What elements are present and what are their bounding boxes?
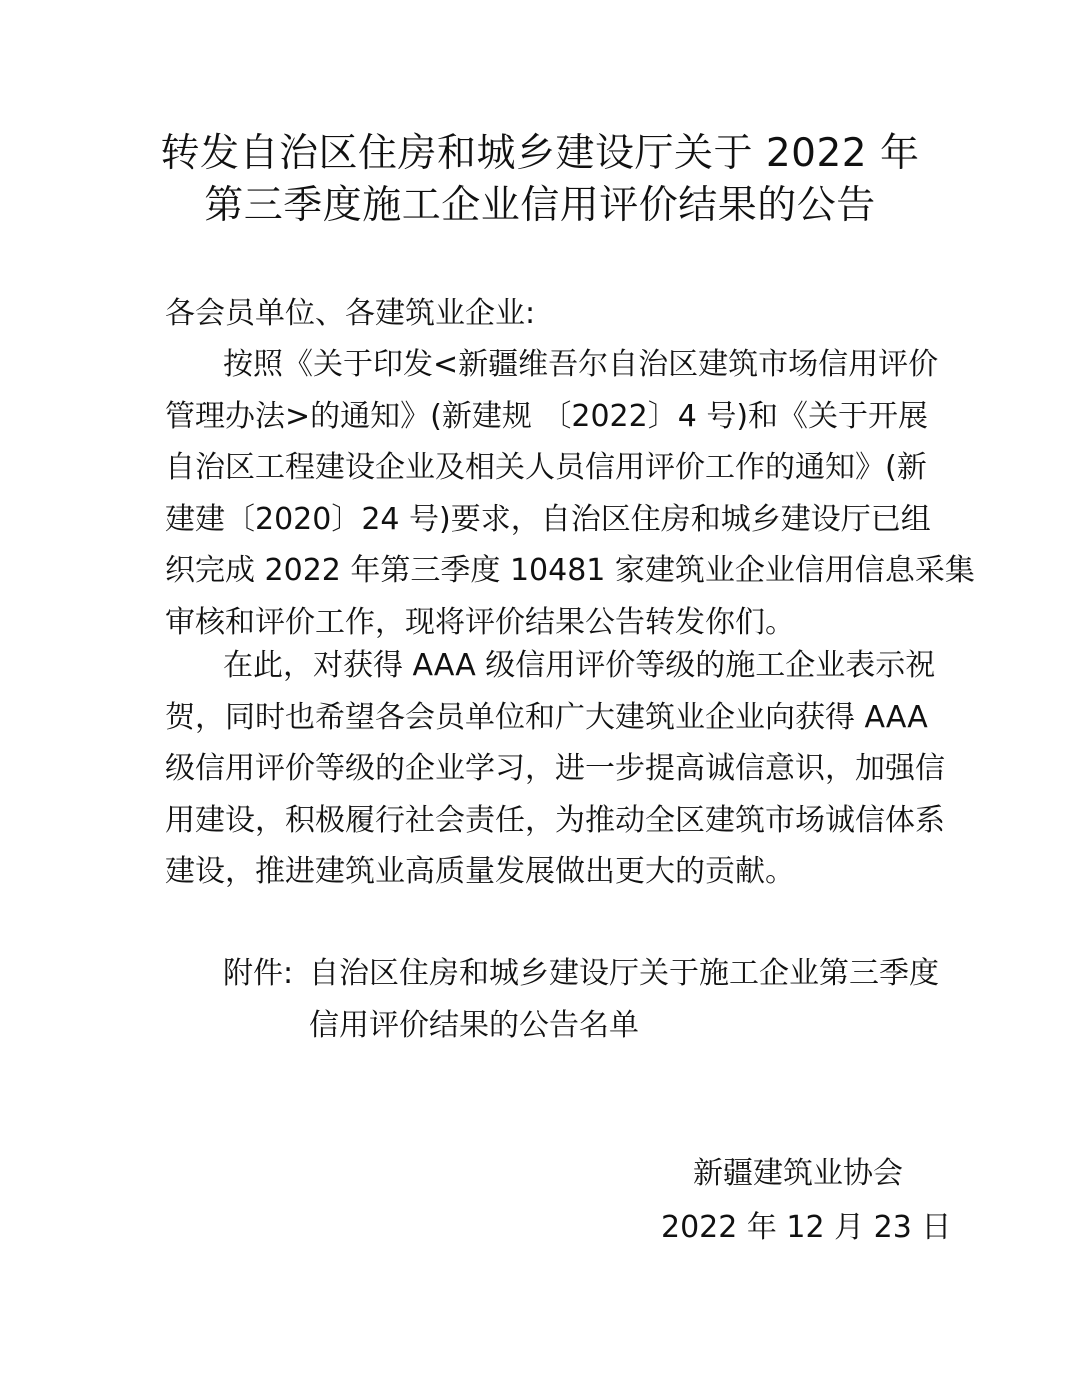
paragraph-line: 自治区工程建设企业及相关人员信用评价工作的通知》(新 [165, 450, 927, 485]
paragraph-line: 审核和评价工作，现将评价结果公告转发你们。 [165, 604, 795, 640]
title-line: 第三季度施工企业信用评价结果的公告 [204, 183, 876, 228]
paragraph-line: 贺，同时也希望各会员单位和广大建筑业企业向获得 AAA [165, 699, 928, 735]
attachment-title-line: 自治区住房和城乡建设厅关于施工企业第三季度 [309, 956, 939, 991]
attachment-title-line: 信用评价结果的公告名单 [309, 1008, 639, 1043]
signer-organization: 新疆建筑业协会 [693, 1156, 903, 1191]
salutation: 各会员单位、各建筑业企业: [165, 296, 536, 331]
document-title [120, 128, 960, 232]
paragraph-line: 级信用评价等级的企业学习，进一步提高诚信意识，加强信 [165, 751, 945, 786]
attachment-label: 附件: [223, 956, 294, 991]
paragraph-line: 按照《关于印发<新疆维吾尔自治区建筑市场信用评价 [223, 347, 939, 382]
title-line: 转发自治区住房和城乡建设厅关于 2022 年 [160, 131, 920, 176]
paragraph-line: 织完成 2022 年第三季度 10481 家建筑业企业信用信息采集 [165, 553, 975, 588]
paragraph-line: 建设，推进建筑业高质量发展做出更大的贡献。 [165, 854, 795, 889]
body-paragraph-2 [165, 640, 945, 898]
attachment-note [223, 948, 939, 1052]
paragraph-line: 在此，对获得 AAA 级信用评价等级的施工企业表示祝 [223, 648, 936, 683]
paragraph-line: 建建〔2020〕24 号)要求，自治区住房和城乡建设厅已组 [165, 501, 931, 537]
paragraph-line: 用建设，积极履行社会责任，为推动全区建筑市场诚信体系 [165, 802, 945, 838]
body-paragraph-1 [165, 339, 975, 648]
paragraph-line: 管理办法>的通知》(新建规 〔2022〕4 号)和《关于开展 [165, 398, 929, 434]
document-date: 2022 年 12 月 23 日 [661, 1210, 952, 1245]
